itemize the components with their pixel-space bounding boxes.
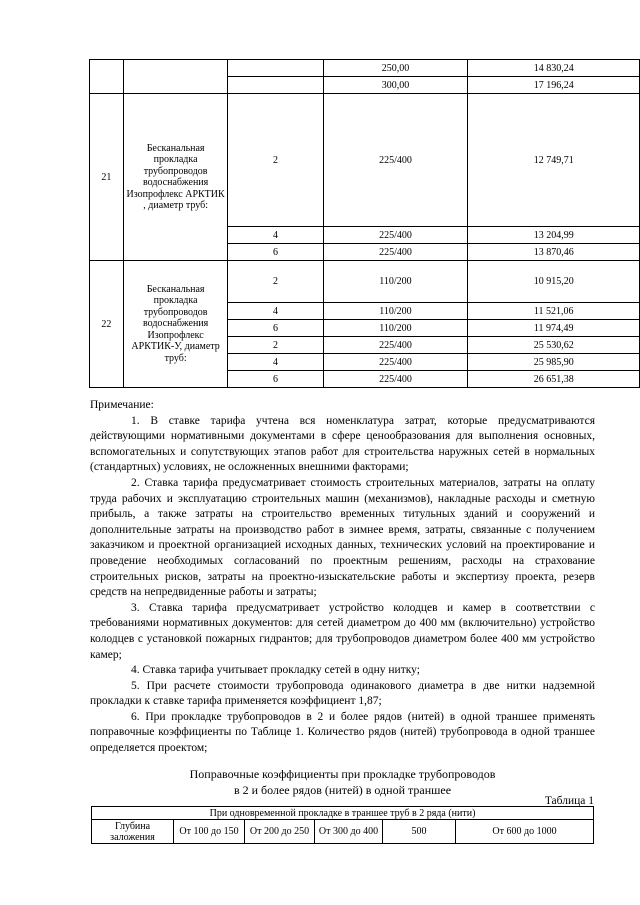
row-number-cell: 22 <box>90 261 124 388</box>
count-cell <box>228 77 323 94</box>
count-cell: 4 <box>228 354 323 371</box>
count-cell: 4 <box>228 303 323 320</box>
price-cell: 13 870,46 <box>468 244 640 261</box>
price-cell: 13 204,99 <box>468 227 640 244</box>
count-cell: 4 <box>228 227 323 244</box>
diameter-cell: 225/400 <box>323 371 468 388</box>
description-cell <box>123 60 228 94</box>
header-cell: От 200 до 250 <box>245 820 315 844</box>
price-cell: 17 196,24 <box>468 77 640 94</box>
count-cell: 2 <box>228 261 323 303</box>
price-cell: 11 974,49 <box>468 320 640 337</box>
count-cell <box>228 60 323 77</box>
count-cell: 6 <box>228 320 323 337</box>
table1-title <box>90 767 595 798</box>
note-item: 6. При прокладке трубопроводов в 2 и более рядов (нитей) в одной траншее применять поправочные коэффициенты по Таблице 1. Количество рядов (нитей) трубопровода в одной траншее определяется проектом; <box>90 710 595 755</box>
row-number-cell: 21 <box>90 94 124 261</box>
notes-heading: Примечание: <box>90 399 154 411</box>
price-cell: 11 521,06 <box>468 303 640 320</box>
table1-label: Таблица 1 <box>544 795 594 807</box>
table-row <box>90 94 640 227</box>
diameter-cell: 225/400 <box>323 337 468 354</box>
header-cell: От 600 до 1000 <box>456 820 594 844</box>
header-cell: Глубина заложения <box>92 820 174 844</box>
diameter-cell: 250,00 <box>323 60 468 77</box>
diameter-cell: 225/400 <box>323 227 468 244</box>
diameter-cell: 110/200 <box>323 303 468 320</box>
description-cell: Бесканальная прокладка трубопроводов водоснабжения Изопрофлекс АРКТИК-У, диаметр труб: <box>123 261 228 388</box>
note-item: 3. Ставка тарифа предусматривает устройство колодцев и камер в соответствии с требованиями нормативных документов: для сетей диаметром до 400 мм (включительно) устройство колодцев с установкой пожарных гидрантов; для трубопроводов диаметром более 400 мм устройство камер; <box>90 601 595 661</box>
count-cell: 6 <box>228 371 323 388</box>
diameter-cell: 110/200 <box>323 261 468 303</box>
price-cell: 25 985,90 <box>468 354 640 371</box>
note-item: 2. Ставка тарифа предусматривает стоимость строительных материалов, затраты на оплату труда рабочих и эксплуатацию строительных машин (механизмов), накладные расходы и сметную прибыль, а также затраты на строительство временных титульных зданий и сооружений и дополнительные затраты на производство работ в зимнее время, затраты, связанные с получением заказчиком и проектной организацией исходных данных, технических условий на проектирование и проведение необходимых согласований по проектным решениям, расходы на страхование строительных рисков, затраты на проектно-изыскательские работы и экспертизу проекта, резерв средств на непредвиденные работы и затраты; <box>90 476 595 599</box>
note-item: 1. В ставке тарифа учтена вся номенклатура затрат, которые предусматриваются действующими нормативными документами в сфере ценообразования для выполнения основных, вспомогательных и сопутствующих этапов работ для строительства наружных сетей в нормальных (стандартных) условиях, не осложненных внешними факторами; <box>90 414 595 474</box>
price-cell: 25 530,62 <box>468 337 640 354</box>
note-item: 4. Ставка тарифа учитывает прокладку сетей в одну нитку; <box>131 664 420 677</box>
table1-title-line: Поправочные коэффициенты при прокладке трубопроводов <box>189 767 496 781</box>
note-item: 5. При расчете стоимости трубопровода одинакового диаметра в две нитки надземной прокладки к ставке тарифа применяется коэффициент 1,87; <box>90 679 595 708</box>
diameter-cell: 110/200 <box>323 320 468 337</box>
count-cell: 2 <box>228 337 323 354</box>
table-row <box>92 820 594 844</box>
diameter-cell: 225/400 <box>323 94 468 227</box>
price-cell: 14 830,24 <box>468 60 640 77</box>
table1-title-line: в 2 и более рядов (нитей) в одной траншее <box>233 782 452 797</box>
description-cell: Бесканальная прокладка трубопроводов водоснабжения Изопрофлекс АРКТИК , диаметр труб: <box>123 94 228 261</box>
notes-section <box>90 398 595 757</box>
table-row <box>92 807 594 820</box>
coefficient-table <box>91 806 594 844</box>
diameter-cell: 300,00 <box>323 77 468 94</box>
tariff-table <box>89 59 640 388</box>
row-number-cell <box>90 60 124 94</box>
count-cell: 6 <box>228 244 323 261</box>
table-row <box>90 261 640 303</box>
count-cell: 2 <box>228 94 323 227</box>
table-row <box>90 60 640 77</box>
diameter-cell: 225/400 <box>323 354 468 371</box>
price-cell: 26 651,38 <box>468 371 640 388</box>
diameter-cell: 225/400 <box>323 244 468 261</box>
span-header-cell: При одновременной прокладке в траншее труб в 2 ряда (нити) <box>92 807 594 820</box>
header-cell: 500 <box>383 820 456 844</box>
price-cell: 10 915,20 <box>468 261 640 303</box>
header-cell: От 300 до 400 <box>315 820 383 844</box>
price-cell: 12 749,71 <box>468 94 640 227</box>
header-cell: От 100 до 150 <box>174 820 245 844</box>
